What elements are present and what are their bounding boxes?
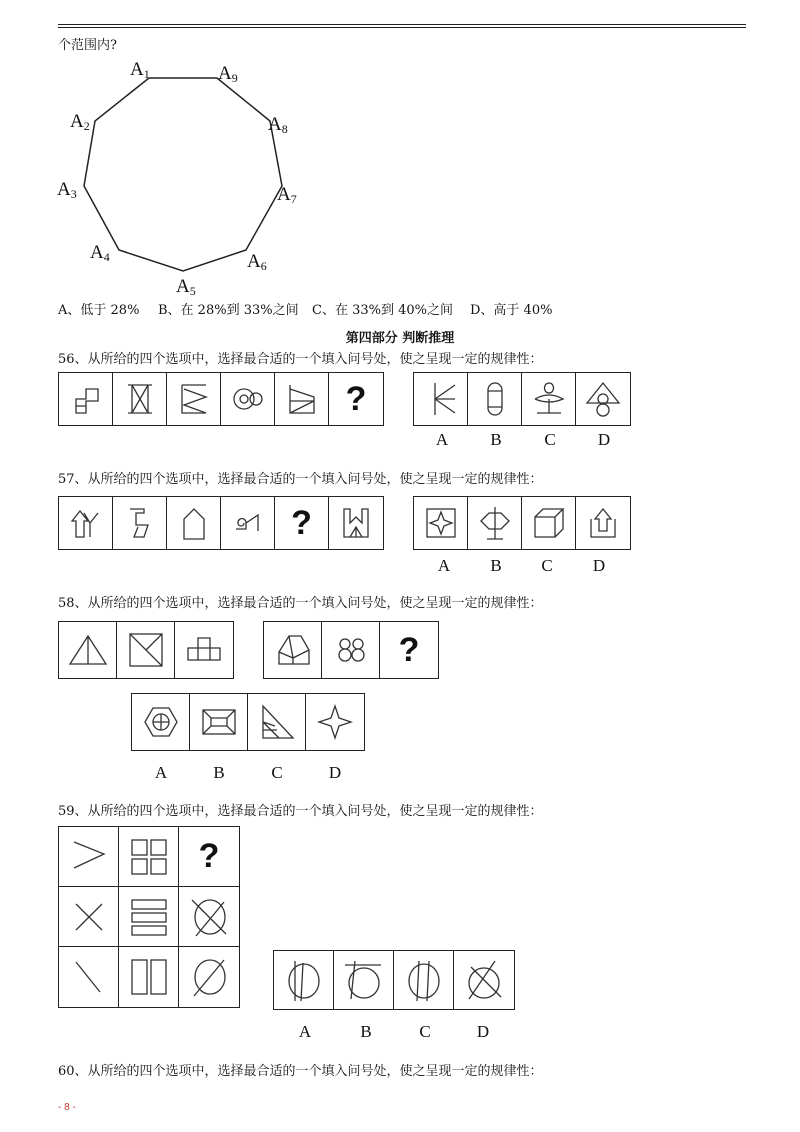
q58-question-mark: ? bbox=[398, 630, 420, 669]
q59-options bbox=[273, 950, 515, 1010]
q57-options bbox=[413, 496, 631, 550]
q56-label-d: D bbox=[597, 430, 611, 449]
q58-g1-fig-2 bbox=[117, 622, 175, 678]
vertex-label-a3: A3 bbox=[57, 179, 77, 201]
q55-option-d: D、高于 40% bbox=[470, 303, 553, 318]
q59-prompt: 59、从所给的四个选项中，选择最合适的一个填入问号处，使之呈现一定的规律性： bbox=[58, 804, 543, 819]
q57-seq-4 bbox=[221, 497, 275, 549]
q60-prompt: 60、从所给的四个选项中，选择最合适的一个填入问号处，使之呈现一定的规律性： bbox=[58, 1064, 543, 1079]
q56-seq-2 bbox=[113, 373, 167, 425]
vertex-label-a1: A1 bbox=[130, 59, 150, 81]
q57-option-c-figure bbox=[522, 497, 576, 549]
q59-grid-r1c2 bbox=[119, 827, 179, 887]
q59-grid-r3c1 bbox=[59, 947, 119, 1007]
q56-option-d-figure bbox=[576, 373, 630, 425]
q58-option-d-figure bbox=[306, 694, 364, 750]
q56-prompt: 56、从所给的四个选项中，选择最合适的一个填入问号处，使之呈现一定的规律性： bbox=[58, 352, 543, 367]
q58-label-a: A bbox=[154, 763, 168, 782]
q56-label-c: C bbox=[544, 430, 556, 449]
q58-label-c: C bbox=[271, 763, 283, 782]
q59-grid-r1c3 bbox=[179, 827, 239, 887]
vertex-label-a5: A5 bbox=[176, 276, 196, 298]
q57-option-d-figure bbox=[576, 497, 630, 549]
q56-seq-4 bbox=[221, 373, 275, 425]
q57-label-d: D bbox=[592, 556, 606, 575]
q59-grid-r2c1 bbox=[59, 887, 119, 947]
nonagon-outline bbox=[84, 78, 282, 271]
q59-label-d: D bbox=[476, 1022, 490, 1041]
q59-grid-r3c3 bbox=[179, 947, 239, 1007]
q57-prompt: 57、从所给的四个选项中，选择最合适的一个填入问号处，使之呈现一定的规律性： bbox=[58, 472, 543, 487]
q57-option-a-figure bbox=[414, 497, 468, 549]
q57-seq-question bbox=[275, 497, 329, 549]
q58-group-2 bbox=[263, 621, 439, 679]
q59-grid-r1c1 bbox=[59, 827, 119, 887]
vertex-label-a9: A9 bbox=[218, 63, 238, 85]
q58-options bbox=[131, 693, 365, 751]
q57-label-a: A bbox=[437, 556, 451, 575]
q57-sequence bbox=[58, 496, 384, 550]
q58-g2-fig-2 bbox=[322, 622, 380, 678]
q56-seq-3 bbox=[167, 373, 221, 425]
q59-label-c: C bbox=[419, 1022, 431, 1041]
q58-group-1 bbox=[58, 621, 234, 679]
q57-option-b-figure bbox=[468, 497, 522, 549]
section-title: 第四部分 判断推理 bbox=[345, 331, 455, 346]
header-rule-bottom bbox=[58, 27, 746, 28]
q56-seq-1 bbox=[59, 373, 113, 425]
q58-g1-fig-1 bbox=[59, 622, 117, 678]
q57-question-mark: ? bbox=[291, 503, 312, 542]
q58-option-c-figure bbox=[248, 694, 306, 750]
question-continuation: 个范围内? bbox=[58, 38, 117, 53]
vertex-label-a6: A6 bbox=[247, 251, 267, 273]
q56-seq-5 bbox=[275, 373, 329, 425]
nonagon-figure bbox=[50, 55, 320, 300]
q59-grid bbox=[58, 826, 240, 1008]
q56-label-a: A bbox=[435, 430, 449, 449]
q59-label-a: A bbox=[298, 1022, 312, 1041]
q56-question-mark: ? bbox=[345, 379, 367, 418]
q57-label-c: C bbox=[541, 556, 553, 575]
page-number: - 8 - bbox=[58, 1102, 76, 1113]
q58-g2-question bbox=[380, 622, 438, 678]
vertex-label-a4: A4 bbox=[90, 242, 110, 264]
q57-label-b: B bbox=[490, 556, 502, 575]
q59-option-a-figure bbox=[274, 951, 334, 1009]
q59-grid-r3c2 bbox=[119, 947, 179, 1007]
header-rule-top bbox=[58, 24, 746, 25]
q59-option-b-figure bbox=[334, 951, 394, 1009]
vertex-label-a7: A7 bbox=[277, 184, 297, 206]
q58-prompt: 58、从所给的四个选项中，选择最合适的一个填入问号处，使之呈现一定的规律性： bbox=[58, 596, 543, 611]
q59-option-c-figure bbox=[394, 951, 454, 1009]
q56-option-a-figure bbox=[414, 373, 468, 425]
vertex-label-a2: A2 bbox=[70, 111, 90, 133]
q59-question-mark: ? bbox=[198, 837, 220, 875]
q57-seq-3 bbox=[167, 497, 221, 549]
vertex-label-a8: A8 bbox=[268, 114, 288, 136]
q56-seq-question bbox=[329, 373, 383, 425]
q57-seq-6 bbox=[329, 497, 383, 549]
q56-options bbox=[413, 372, 631, 426]
q56-label-b: B bbox=[490, 430, 502, 449]
q59-grid-r2c2 bbox=[119, 887, 179, 947]
q58-g1-fig-3 bbox=[175, 622, 233, 678]
q59-grid-r2c3 bbox=[179, 887, 239, 947]
q56-sequence bbox=[58, 372, 384, 426]
q55-option-c: C、在 33%到 40%之间 bbox=[312, 303, 454, 318]
q58-label-b: B bbox=[213, 763, 225, 782]
q56-option-b-figure bbox=[468, 373, 522, 425]
q58-g2-fig-1 bbox=[264, 622, 322, 678]
q58-label-d: D bbox=[328, 763, 342, 782]
q58-option-b-figure bbox=[190, 694, 248, 750]
q55-option-a: A、低于 28% bbox=[58, 303, 140, 318]
q59-option-d-figure bbox=[454, 951, 514, 1009]
q56-option-c-figure bbox=[522, 373, 576, 425]
q57-seq-2 bbox=[113, 497, 167, 549]
q55-option-b: B、在 28%到 33%之间 bbox=[158, 303, 299, 318]
q57-seq-1 bbox=[59, 497, 113, 549]
q59-label-b: B bbox=[360, 1022, 372, 1041]
q58-option-a-figure bbox=[132, 694, 190, 750]
